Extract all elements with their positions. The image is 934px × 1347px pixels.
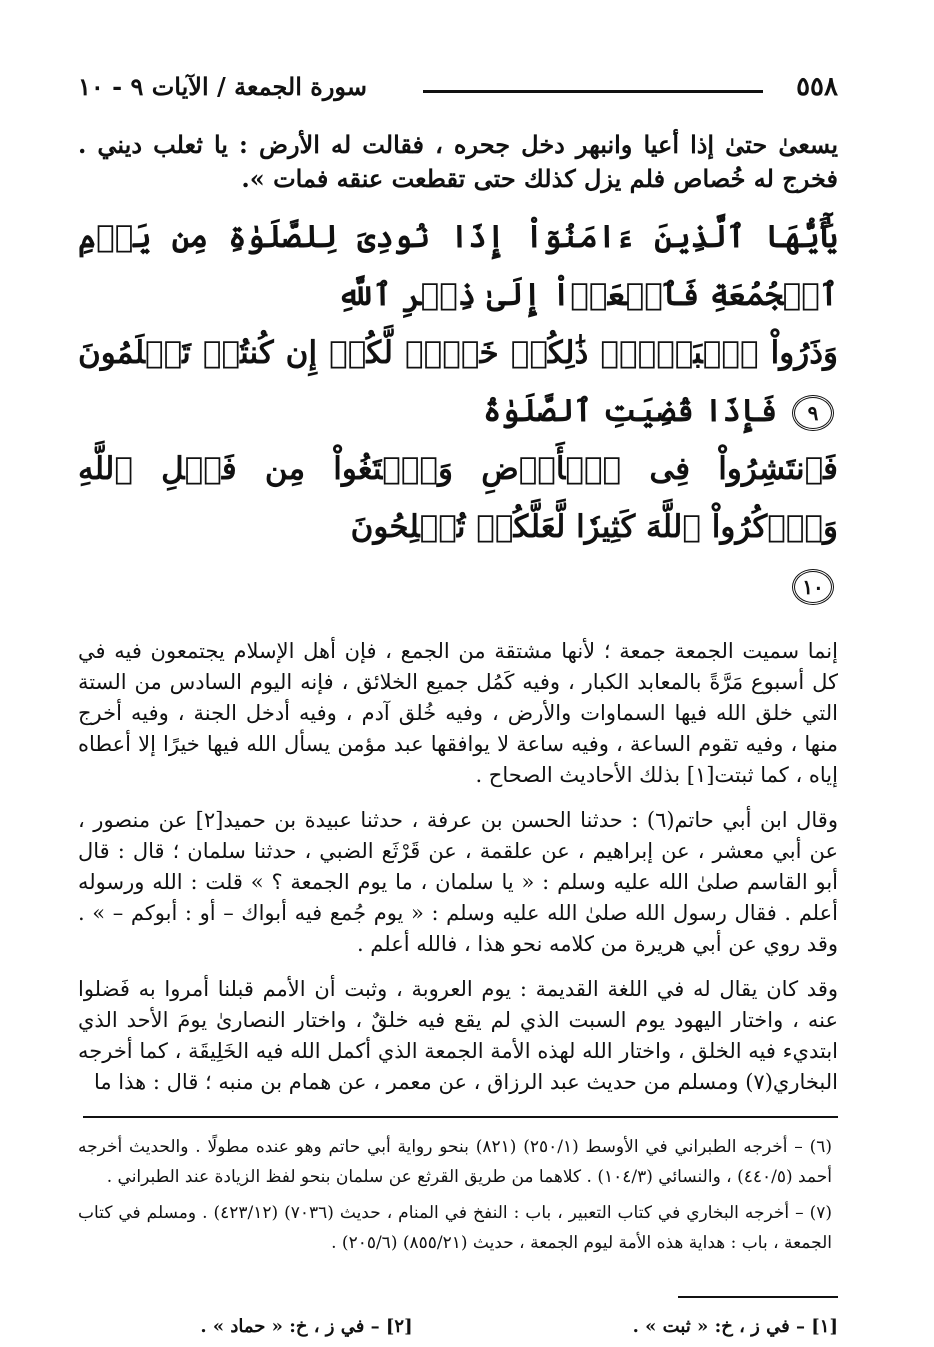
variant-note-2: [٢] – في ز ، خ: « حماد » . — [200, 1316, 413, 1337]
variant-note-1: [١] – في ز ، خ: « ثبت » . — [632, 1316, 838, 1337]
verse-line-2a: وَذَرُواْ ٱلۡبَيۡعَۚ ذَٰلِكُمۡ خَيۡرٞ لَّكُمۡ إِن كُنتُمۡ تَعۡلَمُونَ — [78, 335, 838, 371]
page-header — [78, 68, 838, 108]
running-title: سورة الجمعة / الآيات ٩ - ١٠ — [78, 72, 367, 101]
ayah-number-10: ١٠ — [792, 569, 834, 605]
verse-end — [78, 556, 838, 614]
footnote-divider — [83, 1116, 838, 1118]
verse-line-2b: فَإِذَا قُضِيَتِ ٱلصَّلَوٰةُ — [483, 393, 778, 429]
manuscript-variants — [78, 1312, 838, 1342]
quran-verse-block — [78, 208, 838, 614]
verse-line-2 — [78, 324, 838, 440]
footnote-7: (٧) – أخرجه البخاري في كتاب التعبير ، باب : النفخ في المنام ، حديث (٧٠٣٦) (٤٢٣/١٢) . ومسلم في كتاب الجمعة ، باب : هداية هذه الأمة ليوم الجمعة ، حديث (٨٥٥/٢١) (٢٠٥/٦) . — [78, 1203, 832, 1253]
variants-divider — [678, 1296, 838, 1298]
intro-paragraph: يسعىٰ حتىٰ إذا أعيا وانبهر دخل جحره ، فقالت له الأرض : يا ثعلب ديني . فخرج له خُصاص فلم يزل كذلك حتى تقطعت عنقه فمات ». — [78, 130, 838, 193]
header-rule — [423, 90, 763, 93]
footnote-6: (٦) – أخرجه الطبراني في الأوسط (٢٥٠/١) (٨٢١) بنحو رواية أبي حاتم وهو عنده مطولًا . والحديث أخرجه أحمد (٤٤٠/٥) ، والنسائي (١٠٤/٣) . كلاهما من طريق القرثع عن سلمان بنحو لفظ الزيادة عند الطبراني . — [78, 1137, 833, 1187]
paragraph-3: وقد كان يقال له في اللغة القديمة : يوم العروبة ، وثبت أن الأمم قبلنا أمروا به فَضلوا عنه ، واختار اليهود يوم السبت الذي لم يقع فيه خلقٌ ، واختار النصارىٰ يومَ الأحد الذي ابتديء فيه الخلق ، واختار الله لهذه الأمة الجمعة الذي أكمل الله فيه الخَلِيقَة ، كما أخرجه البخاري(٧) ومسلم من حديث عبد الرزاق ، عن معمر ، عن همام بن منبه ؛ قال : هذا ما — [78, 977, 838, 1094]
verse-line-1: يَٰٓأَيُّهَا ٱلَّذِينَ ءَامَنُوٓاْ إِذَا نُودِىَ لِلصَّلَوٰةِ مِن يَوۡمِ ٱلۡجُمُعَةِ فَٱسۡعَوۡاْ إِلَىٰ ذِكۡرِ ٱللَّهِ — [78, 219, 838, 313]
body-text — [78, 636, 838, 1098]
paragraph-2: وقال ابن أبي حاتم(٦) : حدثنا الحسن بن عرفة ، حدثنا عبيدة بن حميد[٢] عن منصور ، عن أبي معشر ، عن إبراهيم ، عن علقمة ، عن قَرْثَع الضبي ، حدثنا سلمان ؛ قال : قال أبو القاسم صلىٰ الله عليه وسلم : « يا سلمان ، ما يوم الجمعة ؟ » قلت : الله ورسوله أعلم . فقال رسول الله صلىٰ الله عليه وسلم : « يوم جُمع فيه أبواك – أو : أبوكم – » . وقد روي عن أبي هريرة من كلامه نحو هذا ، فالله أعلم . — [78, 808, 838, 956]
book-page — [78, 68, 838, 1342]
paragraph-1: إنما سميت الجمعة جمعة ؛ لأنها مشتقة من الجمع ، فإن أهل الإسلام يجتمعون فيه في كل أسبوع مَرَّةً بالمعابد الكبار ، وفيه كَمُل جميع الخلائق ، فإنه اليوم السادس من الستة التي خلق الله فيها السماوات والأرض ، وفيه خُلق آدم ، وفيه أدخل الجنة ، وفيه أخرج منها ، وفيه تقوم الساعة ، وفيه ساعة لا يوافقها عبد مؤمن يسأل الله فيها خيرًا إلا أعطاه إياه ، كما ثبتت[١] بذلك الأحاديث الصحاح . — [78, 639, 838, 787]
ayah-number-9: ٩ — [792, 395, 834, 431]
page-number: ٥٥٨ — [796, 72, 838, 102]
verse-line-3: فَٱنتَشِرُواْ فِى ٱلۡأَرۡضِ وَٱبۡتَغُواْ مِن فَضۡلِ ٱللَّهِ وَٱذۡكُرُواْ ٱللَّهَ كَثِيرٗا لَّعَلَّكُمۡ تُفۡلِحُونَ — [78, 451, 838, 545]
